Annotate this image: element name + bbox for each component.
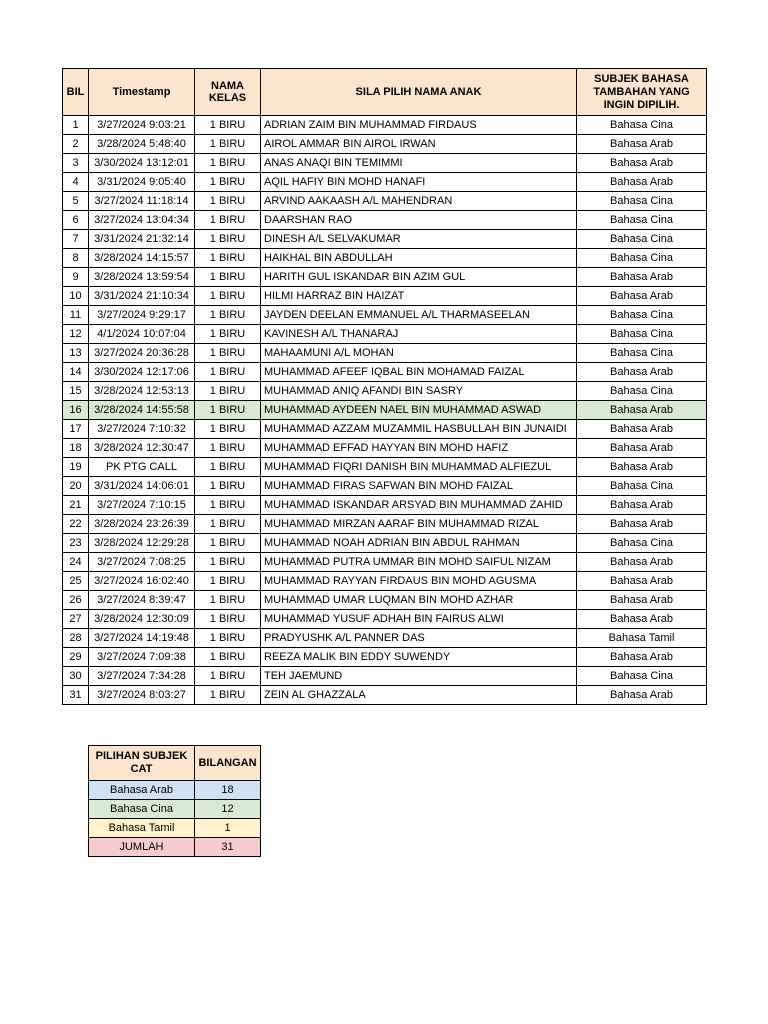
row-timestamp: 3/27/2024 8:03:27 bbox=[89, 686, 195, 705]
row-nama: KAVINESH A/L THANARAJ bbox=[261, 325, 577, 344]
header-subjek: SUBJEK BAHASA TAMBAHAN YANG INGIN DIPILIH. bbox=[577, 69, 707, 116]
row-number: 11 bbox=[63, 306, 89, 325]
table-row bbox=[63, 591, 707, 610]
row-kelas: 1 BIRU bbox=[195, 230, 261, 249]
row-kelas: 1 BIRU bbox=[195, 325, 261, 344]
table-row bbox=[63, 420, 707, 439]
row-subjek: Bahasa Cina bbox=[577, 382, 707, 401]
row-number: 22 bbox=[63, 515, 89, 534]
row-nama: HARITH GUL ISKANDAR BIN AZIM GUL bbox=[261, 268, 577, 287]
row-number: 25 bbox=[63, 572, 89, 591]
row-nama: JAYDEN DEELAN EMMANUEL A/L THARMASEELAN bbox=[261, 306, 577, 325]
row-kelas: 1 BIRU bbox=[195, 344, 261, 363]
row-number: 3 bbox=[63, 154, 89, 173]
row-nama: MUHAMMAD EFFAD HAYYAN BIN MOHD HAFIZ bbox=[261, 439, 577, 458]
row-timestamp: 3/28/2024 12:29:28 bbox=[89, 534, 195, 553]
table-row bbox=[63, 230, 707, 249]
summary-row bbox=[89, 819, 261, 838]
row-subjek: Bahasa Arab bbox=[577, 401, 707, 420]
summary-value: 31 bbox=[195, 838, 261, 857]
row-kelas: 1 BIRU bbox=[195, 382, 261, 401]
row-nama: REEZA MALIK BIN EDDY SUWENDY bbox=[261, 648, 577, 667]
row-nama: MUHAMMAD AZZAM MUZAMMIL HASBULLAH BIN JUNAIDI bbox=[261, 420, 577, 439]
header-bil: BIL bbox=[63, 69, 89, 116]
row-kelas: 1 BIRU bbox=[195, 686, 261, 705]
row-subjek: Bahasa Arab bbox=[577, 154, 707, 173]
row-number: 31 bbox=[63, 686, 89, 705]
row-nama: MUHAMMAD ISKANDAR ARSYAD BIN MUHAMMAD ZAHID bbox=[261, 496, 577, 515]
row-timestamp: 3/30/2024 13:12:01 bbox=[89, 154, 195, 173]
row-timestamp: 3/27/2024 9:29:17 bbox=[89, 306, 195, 325]
header-kelas: NAMA KELAS bbox=[195, 69, 261, 116]
row-subjek: Bahasa Arab bbox=[577, 458, 707, 477]
row-kelas: 1 BIRU bbox=[195, 211, 261, 230]
row-kelas: 1 BIRU bbox=[195, 420, 261, 439]
row-nama: AIROL AMMAR BIN AIROL IRWAN bbox=[261, 135, 577, 154]
row-number: 14 bbox=[63, 363, 89, 382]
row-subjek: Bahasa Arab bbox=[577, 515, 707, 534]
row-timestamp: 3/28/2024 23:26:39 bbox=[89, 515, 195, 534]
row-nama: AQIL HAFIY BIN MOHD HANAFI bbox=[261, 173, 577, 192]
summary-header-bilangan: BILANGAN bbox=[195, 746, 261, 781]
row-nama: DINESH A/L SELVAKUMAR bbox=[261, 230, 577, 249]
row-nama: MUHAMMAD FIRAS SAFWAN BIN MOHD FAIZAL bbox=[261, 477, 577, 496]
table-row bbox=[63, 325, 707, 344]
row-kelas: 1 BIRU bbox=[195, 591, 261, 610]
table-row bbox=[63, 534, 707, 553]
row-timestamp: 3/27/2024 9:03:21 bbox=[89, 116, 195, 135]
row-subjek: Bahasa Arab bbox=[577, 610, 707, 629]
row-number: 7 bbox=[63, 230, 89, 249]
row-nama: ANAS ANAQI BIN TEMIMMI bbox=[261, 154, 577, 173]
row-subjek: Bahasa Cina bbox=[577, 306, 707, 325]
row-nama: ARVIND AAKAASH A/L MAHENDRAN bbox=[261, 192, 577, 211]
row-subjek: Bahasa Cina bbox=[577, 534, 707, 553]
row-subjek: Bahasa Arab bbox=[577, 496, 707, 515]
row-kelas: 1 BIRU bbox=[195, 287, 261, 306]
row-number: 8 bbox=[63, 249, 89, 268]
table-row bbox=[63, 287, 707, 306]
row-subjek: Bahasa Cina bbox=[577, 192, 707, 211]
row-timestamp: 3/27/2024 14:19:48 bbox=[89, 629, 195, 648]
header-timestamp: Timestamp bbox=[89, 69, 195, 116]
row-number: 20 bbox=[63, 477, 89, 496]
table-row bbox=[63, 154, 707, 173]
summary-value: 1 bbox=[195, 819, 261, 838]
row-subjek: Bahasa Cina bbox=[577, 477, 707, 496]
row-nama: MUHAMMAD PUTRA UMMAR BIN MOHD SAIFUL NIZAM bbox=[261, 553, 577, 572]
row-number: 4 bbox=[63, 173, 89, 192]
row-timestamp: 3/27/2024 7:10:15 bbox=[89, 496, 195, 515]
row-timestamp: 3/28/2024 12:30:47 bbox=[89, 439, 195, 458]
row-number: 1 bbox=[63, 116, 89, 135]
row-kelas: 1 BIRU bbox=[195, 648, 261, 667]
row-timestamp: 3/27/2024 7:10:32 bbox=[89, 420, 195, 439]
row-number: 2 bbox=[63, 135, 89, 154]
table-row bbox=[63, 458, 707, 477]
row-kelas: 1 BIRU bbox=[195, 306, 261, 325]
row-nama: DAARSHAN RAO bbox=[261, 211, 577, 230]
row-nama: MUHAMMAD FIQRI DANISH BIN MUHAMMAD ALFIEZUL bbox=[261, 458, 577, 477]
row-subjek: Bahasa Cina bbox=[577, 667, 707, 686]
row-timestamp: 3/31/2024 21:10:34 bbox=[89, 287, 195, 306]
table-row bbox=[63, 192, 707, 211]
row-kelas: 1 BIRU bbox=[195, 173, 261, 192]
row-number: 24 bbox=[63, 553, 89, 572]
row-subjek: Bahasa Arab bbox=[577, 572, 707, 591]
row-kelas: 1 BIRU bbox=[195, 116, 261, 135]
row-subjek: Bahasa Arab bbox=[577, 686, 707, 705]
row-subjek: Bahasa Cina bbox=[577, 249, 707, 268]
summary-header-row bbox=[89, 746, 261, 781]
row-subjek: Bahasa Arab bbox=[577, 363, 707, 382]
table-row bbox=[63, 401, 707, 420]
table-row bbox=[63, 686, 707, 705]
row-number: 19 bbox=[63, 458, 89, 477]
row-timestamp: 4/1/2024 10:07:04 bbox=[89, 325, 195, 344]
row-nama: MUHAMMAD RAYYAN FIRDAUS BIN MOHD AGUSMA bbox=[261, 572, 577, 591]
summary-label: Bahasa Tamil bbox=[89, 819, 195, 838]
table-row bbox=[63, 648, 707, 667]
row-kelas: 1 BIRU bbox=[195, 154, 261, 173]
table-row bbox=[63, 667, 707, 686]
row-timestamp: 3/31/2024 9:05:40 bbox=[89, 173, 195, 192]
table-row bbox=[63, 211, 707, 230]
row-kelas: 1 BIRU bbox=[195, 192, 261, 211]
row-kelas: 1 BIRU bbox=[195, 629, 261, 648]
row-number: 10 bbox=[63, 287, 89, 306]
table-row bbox=[63, 344, 707, 363]
row-timestamp: 3/27/2024 20:36:28 bbox=[89, 344, 195, 363]
table-row bbox=[63, 515, 707, 534]
summary-row bbox=[89, 838, 261, 857]
row-number: 18 bbox=[63, 439, 89, 458]
row-number: 15 bbox=[63, 382, 89, 401]
row-number: 21 bbox=[63, 496, 89, 515]
row-timestamp: 3/27/2024 16:02:40 bbox=[89, 572, 195, 591]
row-number: 30 bbox=[63, 667, 89, 686]
summary-label: Bahasa Cina bbox=[89, 800, 195, 819]
row-kelas: 1 BIRU bbox=[195, 439, 261, 458]
row-nama: MUHAMMAD AYDEEN NAEL BIN MUHAMMAD ASWAD bbox=[261, 401, 577, 420]
row-number: 27 bbox=[63, 610, 89, 629]
summary-value: 18 bbox=[195, 781, 261, 800]
summary-label: JUMLAH bbox=[89, 838, 195, 857]
row-kelas: 1 BIRU bbox=[195, 667, 261, 686]
table-row bbox=[63, 268, 707, 287]
row-nama: MUHAMMAD ANIQ AFANDI BIN SASRY bbox=[261, 382, 577, 401]
student-selection-table bbox=[62, 68, 707, 705]
table-row bbox=[63, 496, 707, 515]
summary-row bbox=[89, 800, 261, 819]
row-subjek: Bahasa Cina bbox=[577, 116, 707, 135]
row-kelas: 1 BIRU bbox=[195, 135, 261, 154]
row-subjek: Bahasa Arab bbox=[577, 648, 707, 667]
table-row bbox=[63, 439, 707, 458]
row-number: 29 bbox=[63, 648, 89, 667]
row-number: 13 bbox=[63, 344, 89, 363]
row-timestamp: 3/31/2024 21:32:14 bbox=[89, 230, 195, 249]
row-kelas: 1 BIRU bbox=[195, 553, 261, 572]
row-nama: ADRIAN ZAIM BIN MUHAMMAD FIRDAUS bbox=[261, 116, 577, 135]
row-kelas: 1 BIRU bbox=[195, 458, 261, 477]
row-number: 17 bbox=[63, 420, 89, 439]
row-timestamp: PK PTG CALL bbox=[89, 458, 195, 477]
row-nama: MUHAMMAD MIRZAN AARAF BIN MUHAMMAD RIZAL bbox=[261, 515, 577, 534]
summary-header-subjek: PILIHAN SUBJEK CAT bbox=[89, 746, 195, 781]
row-nama: MUHAMMAD UMAR LUQMAN BIN MOHD AZHAR bbox=[261, 591, 577, 610]
row-kelas: 1 BIRU bbox=[195, 610, 261, 629]
row-timestamp: 3/27/2024 7:09:38 bbox=[89, 648, 195, 667]
row-subjek: Bahasa Arab bbox=[577, 287, 707, 306]
row-nama: MUHAMMAD NOAH ADRIAN BIN ABDUL RAHMAN bbox=[261, 534, 577, 553]
row-timestamp: 3/30/2024 12:17:06 bbox=[89, 363, 195, 382]
row-subjek: Bahasa Arab bbox=[577, 420, 707, 439]
row-timestamp: 3/28/2024 13:59:54 bbox=[89, 268, 195, 287]
row-timestamp: 3/27/2024 8:39:47 bbox=[89, 591, 195, 610]
row-nama: MUHAMMAD AFEEF IQBAL BIN MOHAMAD FAIZAL bbox=[261, 363, 577, 382]
table-row bbox=[63, 382, 707, 401]
row-subjek: Bahasa Arab bbox=[577, 439, 707, 458]
row-kelas: 1 BIRU bbox=[195, 572, 261, 591]
table-row bbox=[63, 477, 707, 496]
row-subjek: Bahasa Arab bbox=[577, 268, 707, 287]
row-subjek: Bahasa Arab bbox=[577, 173, 707, 192]
row-nama: PRADYUSHK A/L PANNER DAS bbox=[261, 629, 577, 648]
row-kelas: 1 BIRU bbox=[195, 477, 261, 496]
row-subjek: Bahasa Arab bbox=[577, 553, 707, 572]
row-kelas: 1 BIRU bbox=[195, 249, 261, 268]
table-row bbox=[63, 553, 707, 572]
row-nama: MAHAAMUNI A/L MOHAN bbox=[261, 344, 577, 363]
row-nama: ZEIN AL GHAZZALA bbox=[261, 686, 577, 705]
row-timestamp: 3/27/2024 13:04:34 bbox=[89, 211, 195, 230]
row-number: 28 bbox=[63, 629, 89, 648]
row-subjek: Bahasa Cina bbox=[577, 325, 707, 344]
row-kelas: 1 BIRU bbox=[195, 515, 261, 534]
row-subjek: Bahasa Cina bbox=[577, 344, 707, 363]
row-number: 23 bbox=[63, 534, 89, 553]
row-subjek: Bahasa Arab bbox=[577, 591, 707, 610]
row-kelas: 1 BIRU bbox=[195, 268, 261, 287]
row-timestamp: 3/28/2024 5:48:40 bbox=[89, 135, 195, 154]
table-row bbox=[63, 306, 707, 325]
row-nama: MUHAMMAD YUSUF ADHAH BIN FAIRUS ALWI bbox=[261, 610, 577, 629]
row-nama: TEH JAEMUND bbox=[261, 667, 577, 686]
row-kelas: 1 BIRU bbox=[195, 534, 261, 553]
row-subjek: Bahasa Tamil bbox=[577, 629, 707, 648]
table-row bbox=[63, 572, 707, 591]
row-number: 12 bbox=[63, 325, 89, 344]
summary-label: Bahasa Arab bbox=[89, 781, 195, 800]
row-subjek: Bahasa Cina bbox=[577, 211, 707, 230]
table-row bbox=[63, 249, 707, 268]
summary-value: 12 bbox=[195, 800, 261, 819]
row-timestamp: 3/28/2024 12:30:09 bbox=[89, 610, 195, 629]
row-kelas: 1 BIRU bbox=[195, 401, 261, 420]
row-subjek: Bahasa Arab bbox=[577, 135, 707, 154]
row-number: 16 bbox=[63, 401, 89, 420]
row-timestamp: 3/31/2024 14:06:01 bbox=[89, 477, 195, 496]
row-timestamp: 3/27/2024 7:34:28 bbox=[89, 667, 195, 686]
summary-row bbox=[89, 781, 261, 800]
row-number: 5 bbox=[63, 192, 89, 211]
row-nama: HILMI HARRAZ BIN HAIZAT bbox=[261, 287, 577, 306]
row-timestamp: 3/28/2024 12:53:13 bbox=[89, 382, 195, 401]
row-nama: HAIKHAL BIN ABDULLAH bbox=[261, 249, 577, 268]
row-timestamp: 3/28/2024 14:55:58 bbox=[89, 401, 195, 420]
table-row bbox=[63, 116, 707, 135]
row-number: 9 bbox=[63, 268, 89, 287]
row-timestamp: 3/27/2024 7:08:25 bbox=[89, 553, 195, 572]
summary-table bbox=[88, 745, 261, 857]
row-timestamp: 3/27/2024 11:18:14 bbox=[89, 192, 195, 211]
row-subjek: Bahasa Cina bbox=[577, 230, 707, 249]
header-row bbox=[63, 69, 707, 116]
row-kelas: 1 BIRU bbox=[195, 496, 261, 515]
header-nama: SILA PILIH NAMA ANAK bbox=[261, 69, 577, 116]
table-row bbox=[63, 135, 707, 154]
row-number: 26 bbox=[63, 591, 89, 610]
row-number: 6 bbox=[63, 211, 89, 230]
row-timestamp: 3/28/2024 14:15:57 bbox=[89, 249, 195, 268]
row-kelas: 1 BIRU bbox=[195, 363, 261, 382]
table-row bbox=[63, 629, 707, 648]
table-row bbox=[63, 173, 707, 192]
table-row bbox=[63, 363, 707, 382]
table-row bbox=[63, 610, 707, 629]
